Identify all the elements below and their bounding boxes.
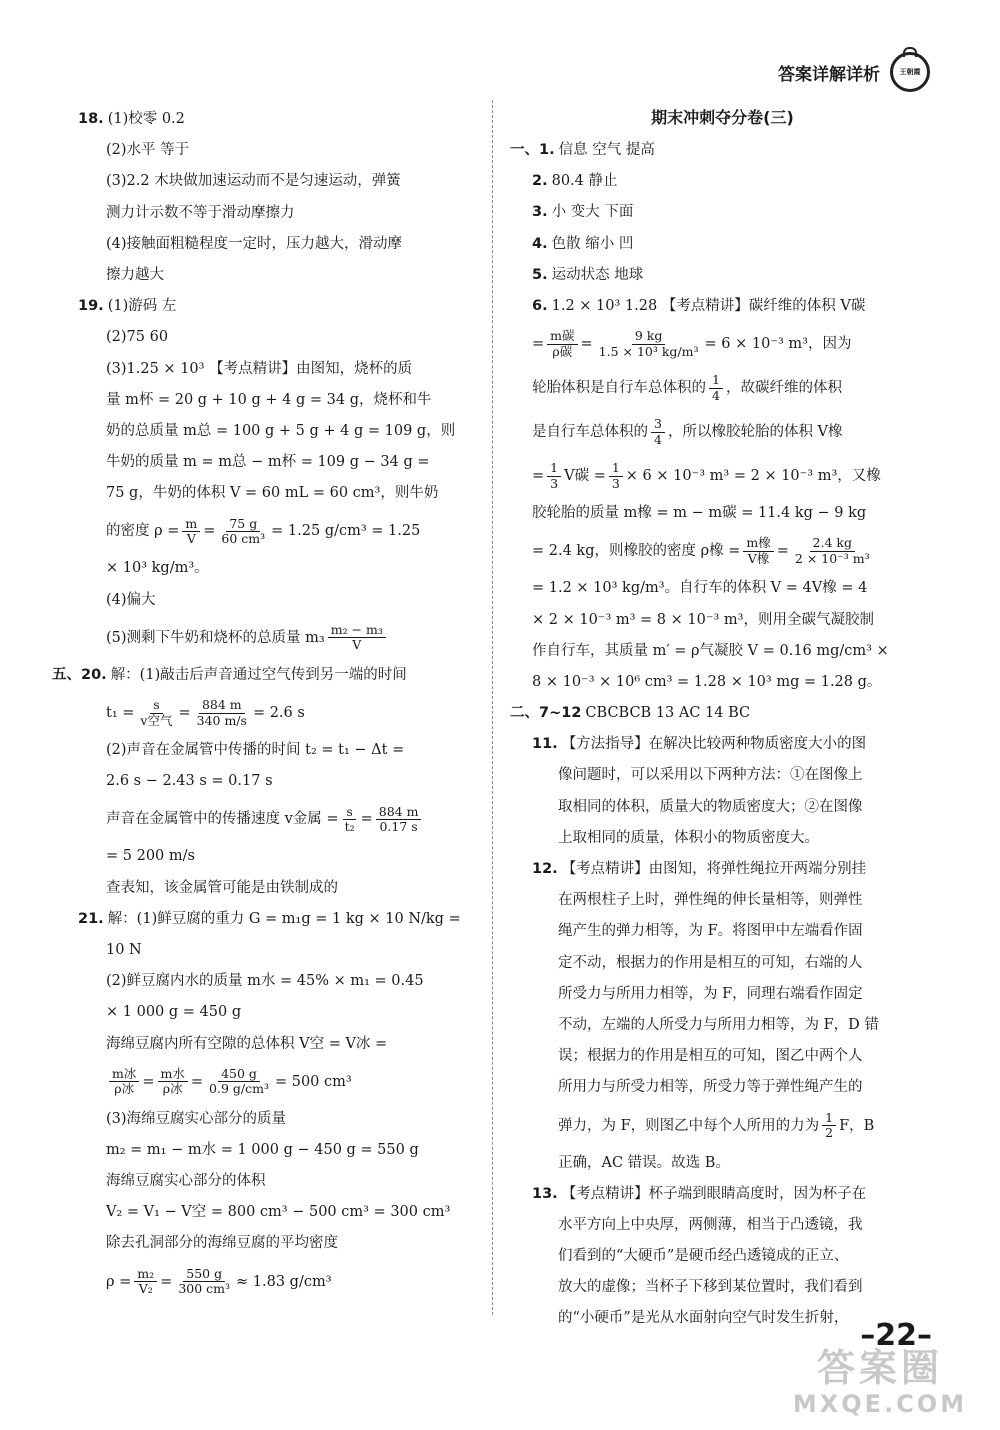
line-text: (2)水平 等于 (106, 142, 190, 159)
text-line (78, 1228, 473, 1259)
line-text: 色散 缩小 凹 (551, 235, 634, 252)
line-text: 作自行车，其质量 m′ = ρ气凝胶 V = 0.16 mg/cm³ × (532, 642, 889, 659)
line-text: = (178, 705, 191, 721)
line-text: ρ = (106, 1273, 132, 1290)
text-line (78, 1135, 473, 1166)
line-text: (2)声音在金属管中传播的时间 t₂ = t₁ − Δt = (106, 742, 405, 758)
question-number: 4. (532, 235, 548, 252)
fraction (342, 805, 358, 835)
line-text: 海绵豆腐实心部分的体积 (106, 1173, 266, 1190)
line-text: = 2.6 s (252, 705, 305, 721)
text-line (510, 948, 935, 979)
fraction-numerator: 1 (709, 373, 723, 388)
fraction (609, 461, 623, 491)
line-text: 【考点精讲】杯子端到眼睛高度时，因为杯子在 (561, 1185, 867, 1202)
fraction (109, 1067, 139, 1097)
question-number: 18. (78, 111, 104, 127)
text-line (510, 410, 935, 454)
fraction (596, 329, 702, 359)
line-text: V₂ = V₁ − V空 = 800 cm³ − 500 cm³ = 300 cm³ (106, 1204, 451, 1221)
fraction-denominator: ρ冰 (162, 1081, 183, 1097)
line-text: (2)75 60 (106, 329, 169, 346)
fraction (158, 1067, 188, 1097)
fraction (822, 1111, 836, 1141)
text-line (78, 1197, 473, 1228)
text-line (510, 1241, 935, 1272)
line-text: = 2.4 kg，则橡胶的密度 ρ橡 = (532, 543, 741, 560)
line-text: × 1 000 g = 450 g (106, 1004, 242, 1021)
line-text: 像问题时，可以采用以下两种方法：①在图像上 (558, 767, 863, 784)
text-line (510, 667, 935, 698)
fraction-denominator: 1.5 × 10³ kg/m³ (598, 343, 699, 359)
fraction-numerator: m (182, 517, 200, 532)
line-text: V碳 = (564, 468, 606, 485)
text-line (78, 385, 473, 416)
line-text: 牛奶的质量 m = m总 − m杯 = 109 g − 34 g = (106, 454, 430, 471)
watermark-url: MXQE.COM (792, 1390, 968, 1418)
line-text: 上取相同的质量，体积小的物质密度大。 (558, 829, 819, 846)
line-text: F，B (839, 1117, 875, 1134)
fraction (547, 461, 561, 491)
text-line (510, 979, 935, 1010)
line-text: t₁ = (106, 705, 135, 721)
line-text: = 500 cm³ (274, 1073, 352, 1090)
line-text: m₂ = m₁ − m水 = 1 000 g − 450 g = 550 g (106, 1141, 419, 1158)
fraction-denominator: 3 (611, 475, 620, 491)
text-line (78, 616, 473, 660)
fraction-denominator: V (186, 530, 196, 546)
text-line (510, 885, 935, 916)
text-line (52, 660, 473, 691)
text-line (78, 1104, 473, 1135)
line-text: 声音在金属管中的传播速度 v金属 = (106, 811, 339, 828)
line-text: (4)偏大 (106, 591, 156, 608)
line-text: 查表知，该金属管可能是由铁制成的 (106, 879, 338, 896)
watermark (780, 1346, 980, 1418)
text-line (78, 354, 473, 385)
section-title: 期末冲刺夺分卷(三) (651, 108, 794, 127)
text-line (510, 823, 935, 854)
text-line (510, 1210, 935, 1241)
fraction-denominator: V橡 (747, 550, 770, 566)
fraction-numerator: m冰 (109, 1067, 139, 1082)
line-text: (2)鲜豆腐内水的质量 m水 = 45% × m₁ = 0.45 (106, 973, 424, 990)
line-text: = (532, 468, 545, 485)
text-line (510, 605, 935, 636)
right-column-body (510, 135, 935, 1335)
text-line (510, 1272, 935, 1303)
fraction (792, 536, 873, 566)
text-line (78, 841, 473, 872)
fraction-numerator: m₂ − m₃ (328, 623, 386, 638)
text-line (510, 916, 935, 947)
line-text: 的密度 ρ = (106, 523, 180, 540)
question-number: 3. (532, 204, 548, 221)
fraction-numerator: 550 g (183, 1267, 225, 1282)
fraction-numerator: 75 g (226, 517, 260, 532)
line-text: 8 × 10⁻³ × 10⁶ cm³ = 1.28 × 10³ mg = 1.28 g。 (532, 673, 882, 690)
line-text: 除去孔洞部分的海绵豆腐的平均密度 (106, 1235, 338, 1252)
fraction-denominator: 340 m/s (196, 712, 247, 728)
text-line (510, 454, 935, 498)
fraction (175, 1267, 233, 1297)
line-text: 定不动，根据力的作用是相互的可知，右端的人 (558, 954, 863, 971)
line-text: 量 m杯 = 20 g + 10 g + 4 g = 34 g，烧杯和牛 (106, 391, 432, 408)
fraction (743, 536, 773, 566)
question-number: 一、1. (510, 142, 555, 158)
text-line (78, 166, 473, 197)
fraction-numerator: m水 (158, 1067, 188, 1082)
text-line (510, 854, 935, 885)
fraction (709, 373, 723, 403)
fraction (328, 623, 386, 653)
line-text: 海绵豆腐内所有空隙的总体积 V空 = V冰 = (106, 1035, 388, 1052)
fraction-numerator: 9 kg (632, 329, 666, 344)
text-line (510, 636, 935, 667)
line-text: 解：(1)敲击后声音通过空气传到另一端的时间 (110, 666, 407, 683)
text-line (78, 1060, 473, 1104)
line-text: 们看到的“大硬币”是硬币经凸透镜成的正立、 (558, 1248, 849, 1265)
question-number: 二、7~12 (510, 705, 582, 722)
text-line (510, 229, 935, 260)
text-line (78, 735, 473, 766)
fraction-denominator: 300 cm³ (178, 1281, 231, 1297)
line-text: 【方法指导】在解决比较两种物质密度大小的图 (561, 736, 867, 753)
text-line (78, 966, 473, 997)
line-text: = 1.25 g/cm³ = 1.25 (271, 523, 421, 540)
watermark-logo-text: 答案圈 (816, 1346, 943, 1390)
line-text: 所用力与所受力相等，所受力等于弹性绳产生的 (558, 1079, 863, 1096)
line-text: 误；根据力的作用是相互的可知，图乙中两个人 (558, 1048, 863, 1065)
line-text: 10 N (106, 941, 142, 958)
fraction (376, 805, 422, 835)
fraction-denominator: 4 (654, 431, 662, 447)
fraction-numerator: 884 m (199, 698, 245, 713)
fraction (218, 517, 268, 547)
fraction (137, 698, 175, 728)
line-text: × 6 × 10⁻³ m³ = 2 × 10⁻³ m³，又橡 (625, 468, 881, 485)
line-text: = (580, 336, 593, 353)
question-number: 21. (78, 910, 104, 927)
text-line (78, 291, 473, 322)
question-number: 2. (532, 173, 548, 190)
line-text: = (203, 523, 216, 540)
column-divider (492, 100, 493, 1315)
fraction-denominator: 2 (825, 1125, 834, 1140)
text-line (78, 135, 473, 166)
right-column (510, 104, 935, 1335)
fraction-numerator: s (150, 698, 162, 713)
line-text: = 1.2 × 10³ kg/m³。自行车的体积 V = 4V橡 = 4 (532, 580, 868, 597)
text-line (510, 166, 935, 197)
line-text: 1.2 × 10³ 1.28 【考点精讲】碳纤维的体积 V碳 (551, 297, 866, 314)
line-text: 75 g，牛奶的体积 V = 60 mL = 60 cm³，则牛奶 (106, 485, 439, 502)
question-number: 5. (532, 266, 548, 283)
fraction (206, 1067, 272, 1097)
fraction-numerator: s (343, 805, 355, 820)
fraction (547, 329, 577, 359)
fraction (182, 517, 200, 547)
question-number: 6. (532, 297, 548, 314)
fraction (651, 417, 665, 447)
text-line (78, 260, 473, 291)
text-line (510, 1072, 935, 1103)
line-text: 弹力，为 F，则图乙中每个人所用的力为 (558, 1117, 820, 1134)
line-text: 的“小硬币”是光从水面射向空气时发生折射， (558, 1310, 849, 1327)
text-line (78, 229, 473, 260)
text-line (78, 1260, 473, 1304)
line-text: 信息 空气 提高 (558, 142, 655, 158)
text-line (78, 797, 473, 841)
line-text: 绳产生的弹力相等，为 F。将图甲中左端看作固 (558, 923, 863, 940)
fraction-denominator: ρ冰 (114, 1081, 135, 1097)
text-line (78, 447, 473, 478)
page-number: –22– (860, 1318, 932, 1353)
line-text: 取相同的体积，质量大的物质密度大；②在图像 (558, 798, 863, 815)
question-number: 11. (532, 736, 558, 753)
line-text: 2.6 s − 2.43 s = 0.17 s (106, 773, 273, 790)
line-text: = (532, 336, 545, 353)
line-text: 正确，AC 错误。故选 B。 (558, 1154, 730, 1171)
fraction-numerator: m碳 (547, 329, 577, 344)
line-text: 胶轮胎的质量 m橡 = m − m碳 = 11.4 kg − 9 kg (532, 505, 867, 522)
fraction-denominator: ρ碳 (552, 343, 573, 359)
text-line (78, 1029, 473, 1060)
line-text: 在两根柱子上时，弹性绳的伸长量相等，则弹性 (558, 892, 863, 909)
text-line (510, 760, 935, 791)
line-text: 奶的总质量 m总 = 100 g + 5 g + 4 g = 109 g，则 (106, 422, 456, 439)
line-text: 所受力与所用力相等，为 F，同理右端看作固定 (558, 985, 863, 1002)
brand-logo-icon (890, 52, 930, 92)
text-line (78, 478, 473, 509)
fraction-denominator: 0.17 s (379, 818, 418, 834)
text-line (78, 553, 473, 584)
text-line (510, 729, 935, 760)
text-line (510, 135, 935, 166)
text-line (510, 260, 935, 291)
fraction-numerator: 3 (651, 417, 665, 432)
page-header (778, 52, 930, 92)
text-line (510, 1041, 935, 1072)
text-line (78, 416, 473, 447)
fraction-numerator: 1 (609, 461, 623, 476)
fraction-numerator: 1 (822, 1111, 836, 1126)
line-text: 水平方向上中央厚，两侧薄，相当于凸透镜，我 (558, 1216, 863, 1233)
question-number: 19. (78, 298, 104, 315)
line-text: = (360, 811, 373, 828)
line-text: × 10³ kg/m³。 (106, 560, 209, 577)
line-text: 放大的虚像；当杯子下移到某位置时，我们看到 (558, 1279, 863, 1296)
fraction-denominator: 3 (550, 475, 559, 491)
header-title: 答案详解详析 (778, 64, 880, 85)
fraction-denominator: 4 (712, 387, 720, 403)
text-line (78, 873, 473, 904)
text-line (78, 509, 473, 553)
line-text: ，故碳纤维的体积 (725, 380, 842, 397)
fraction-denominator: 0.9 g/cm³ (209, 1081, 269, 1097)
line-text: CBCBCB 13 AC 14 BC (585, 705, 751, 722)
question-number: 五、20. (52, 666, 107, 683)
fraction-numerator: 2.4 kg (810, 536, 855, 551)
text-line (78, 691, 473, 735)
text-line (78, 585, 473, 616)
line-text: = (142, 1073, 155, 1090)
fraction-numerator: m₂ (134, 1267, 157, 1282)
text-line (78, 1166, 473, 1197)
line-text: (4)接触面粗糙程度一定时，压力越大，滑动摩 (106, 235, 403, 252)
question-number: 13. (532, 1185, 558, 1202)
line-text: (3)1.25 × 10³ 【考点精讲】由图知，烧杯的质 (106, 360, 413, 377)
text-line (78, 997, 473, 1028)
text-line (78, 904, 473, 935)
text-line (510, 573, 935, 604)
line-text: 解：(1)鲜豆腐的重力 G = m₁g = 1 kg × 10 N/kg = (107, 910, 461, 927)
line-text: 擦力越大 (106, 266, 164, 283)
text-line (510, 529, 935, 573)
fraction-denominator: 2 × 10⁻³ m³ (794, 550, 870, 566)
fraction-numerator: 884 m (376, 805, 422, 820)
line-text: (5)测剩下牛奶和烧杯的总质量 m₃ (106, 629, 325, 646)
line-text: 轮胎体积是自行车总体积的 (532, 380, 706, 397)
text-line (78, 935, 473, 966)
text-line (510, 322, 935, 366)
fraction-numerator: 450 g (218, 1067, 260, 1082)
line-text: × 2 × 10⁻³ m³ = 8 × 10⁻³ m³，则用全碳气凝胶制 (532, 611, 874, 628)
line-text: 不动，左端的人所受力与所用力相等，为 F，D 错 (558, 1016, 879, 1033)
fraction-denominator: t₂ (344, 818, 355, 834)
line-text: (1)游码 左 (107, 298, 177, 315)
text-line (78, 322, 473, 353)
text-line (510, 291, 935, 322)
line-text: ，所以橡胶轮胎的体积 V橡 (667, 424, 843, 441)
line-text: = 6 × 10⁻³ m³，因为 (704, 336, 852, 353)
fraction-denominator: v空气 (140, 712, 173, 728)
line-text: 是自行车总体积的 (532, 424, 648, 441)
line-text: 80.4 静止 (551, 173, 618, 190)
line-text: 测力计示数不等于滑动摩擦力 (106, 204, 295, 221)
fraction (194, 698, 250, 728)
logo-text: 王朝霞 (899, 67, 921, 76)
line-text: (3)2.2 木块做加速运动而不是匀速运动，弹簧 (106, 173, 401, 190)
text-line (510, 197, 935, 228)
fraction-denominator: 60 cm³ (221, 530, 266, 546)
text-line (510, 1104, 935, 1148)
line-text: (3)海绵豆腐实心部分的质量 (106, 1110, 287, 1127)
line-text: = (190, 1073, 204, 1090)
line-text: = (776, 543, 789, 560)
text-line (510, 1179, 935, 1210)
fraction-numerator: 1 (547, 461, 561, 476)
fraction-denominator: V (352, 637, 362, 653)
text-line (78, 766, 473, 797)
text-line (510, 698, 935, 729)
text-line (78, 104, 473, 135)
text-line (510, 1010, 935, 1041)
fraction-denominator: V₂ (138, 1281, 153, 1297)
text-line (510, 366, 935, 410)
line-text: 【考点精讲】由图知，将弹性绳拉开两端分别挂 (561, 861, 867, 877)
line-text: 运动状态 地球 (551, 266, 644, 283)
fraction-numerator: m橡 (743, 536, 773, 551)
line-text: = (160, 1273, 173, 1290)
fraction (134, 1267, 157, 1297)
line-text: ≈ 1.83 g/cm³ (236, 1273, 332, 1290)
text-line (510, 498, 935, 529)
text-line (78, 198, 473, 229)
question-number: 12. (532, 861, 558, 877)
line-text: 小 变大 下面 (551, 204, 634, 221)
text-line (510, 792, 935, 823)
line-text: = 5 200 m/s (106, 848, 195, 865)
left-column (52, 104, 473, 1304)
text-line (510, 1148, 935, 1179)
line-text: (1)校零 0.2 (107, 111, 185, 127)
